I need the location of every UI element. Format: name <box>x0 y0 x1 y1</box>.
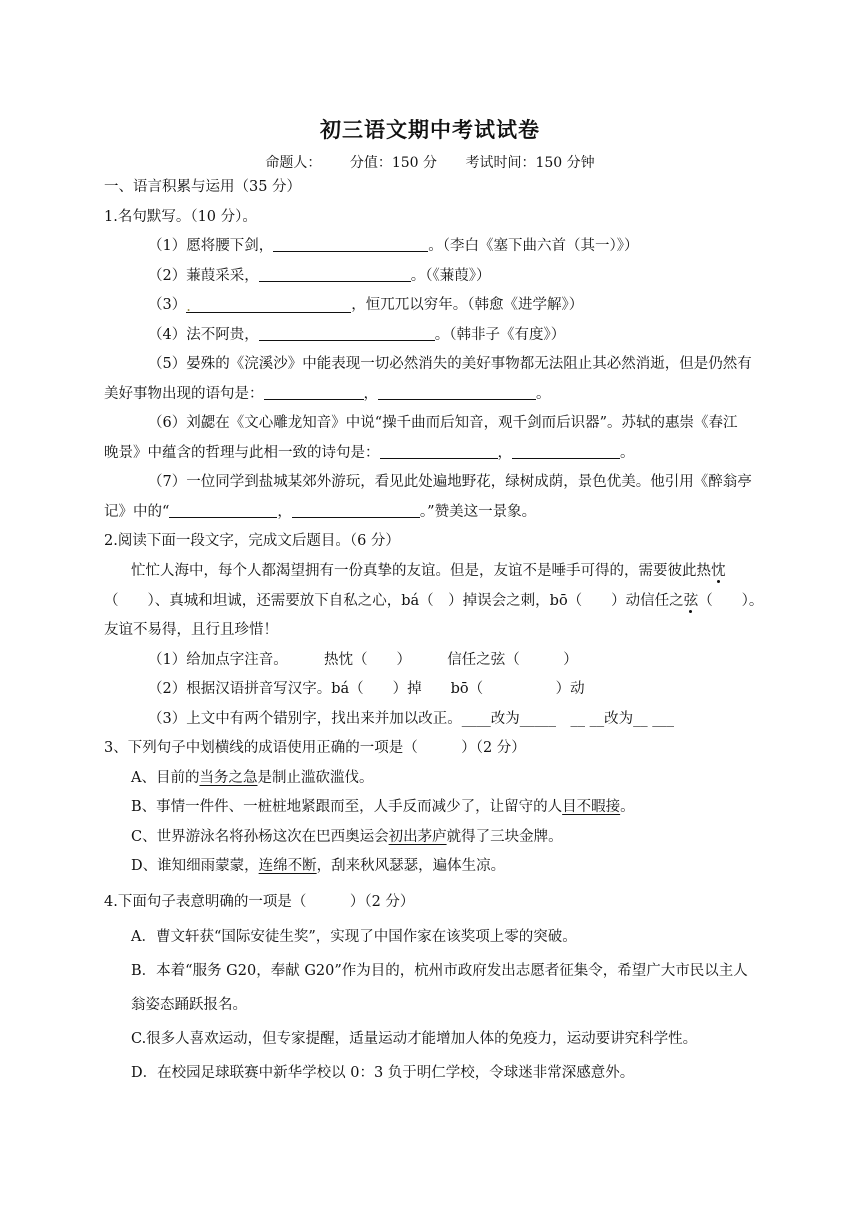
q1-item-2-suffix: 。（《蒹葭》） <box>410 268 491 284</box>
underlined-idiom: 目不暇接 <box>562 799 621 815</box>
dotted-char: 弦 <box>683 593 699 609</box>
q1-item-3-prefix: （3） <box>148 297 187 313</box>
q1-item-4-suffix: 。（韩非子《有度》） <box>434 327 566 343</box>
q1-item-3 <box>148 295 583 315</box>
q1-item-5-line-1: （5）晏殊的《浣溪沙》中能表现一切必然消失的美好事物都无法阻止其必然消逝，但是仍然有 <box>148 356 752 372</box>
answer-blank[interactable] <box>264 384 364 400</box>
answer-blank[interactable] <box>259 266 411 282</box>
q1-item-3-suffix: ，恒兀兀以穷年。（韩愈《进学解》） <box>351 297 584 313</box>
q1-item-7-line-2: 记》中的“ ， 。”赞美这一景象。 <box>104 504 537 520</box>
question-2-heading: 2.阅读下面一段文字，完成文后题目。（6 分） <box>104 533 400 549</box>
exam-meta <box>0 152 860 172</box>
q2-sub-2: （2）根据汉语拼音写汉字。bá（ ）掉 bō（ ）动 <box>148 681 585 697</box>
q3-option-a[interactable]: A、目前的当务之急是制止滥砍滥伐。 <box>131 770 374 786</box>
underlined-idiom: 当务之急 <box>199 770 258 786</box>
q1-item-1 <box>148 236 638 256</box>
q3-option-c[interactable]: C、世界游泳名将孙杨这次在巴西奥运会初出茅庐就得了三块金牌。 <box>131 829 563 845</box>
q1-item-1-prefix: （1）愿将腰下剑， <box>148 238 274 254</box>
answer-blank[interactable] <box>273 236 428 252</box>
answer-blank[interactable] <box>292 502 420 518</box>
q4-option-b-line-1[interactable]: B．本着“服务 G20，奉献 G20”作为目的，杭州市政府发出志愿者征集令，希望广大市民以主人 <box>131 963 748 979</box>
q4-option-b-line-2: 翁姿态踊跃报名。 <box>131 997 247 1013</box>
answer-blank[interactable] <box>380 443 498 459</box>
dotted-char: 忱 <box>711 563 726 579</box>
q4-option-a[interactable]: A．曹文轩获“国际安徒生奖”，实现了中国作家在该奖项上零的突破。 <box>131 929 577 945</box>
q1-item-2-prefix: （2）蒹葭采采， <box>148 268 259 284</box>
answer-blank[interactable] <box>259 325 435 341</box>
question-4-heading: 4.下面句子表意明确的一项是（ ）（2 分） <box>104 894 415 910</box>
underlined-idiom: 连绵不断 <box>258 858 317 874</box>
score-label: 分值：150 分 <box>349 155 437 171</box>
author-label: 命题人： <box>265 155 322 171</box>
question-3-heading: 3、下列句子中划横线的成语使用正确的一项是（ ）（2 分） <box>104 740 526 756</box>
section-heading: 一、语言积累与运用（35 分） <box>104 179 302 195</box>
answer-blank[interactable] <box>186 297 351 313</box>
exam-title: 初三语文期中考试试卷 <box>320 117 540 142</box>
q1-item-5-line-2: 美好事物出现的语句是： ， 。 <box>104 386 551 402</box>
q1-item-6-line-2: 晚景》中蕴含的哲理与此相一致的诗句是： ， 。 <box>104 445 635 461</box>
q3-option-b[interactable]: B、事情一件件、一桩桩地紧跟而至，人手反而减少了，让留守的人目不暇接。 <box>131 799 635 815</box>
q2-passage-line-3: 友谊不易得，且行且珍惜！ <box>104 622 278 638</box>
answer-blank[interactable] <box>169 502 277 518</box>
q4-option-d[interactable]: D．在校园足球联赛中新华学校以 0：3 负于明仁学校，令球迷非常深感意外。 <box>131 1065 635 1081</box>
underlined-idiom: 初出茅庐 <box>388 829 447 845</box>
stray-mark: . <box>186 299 191 315</box>
q2-passage-line-1: 忙忙人海中，每个人都渴望拥有一份真挚的友谊。但是，友谊不是唾手可得的，需要彼此热忱 <box>131 563 726 579</box>
q1-item-1-suffix: 。（李白《塞下曲六首（其一）》） <box>428 238 639 254</box>
q1-item-4-prefix: （4）法不阿贵， <box>148 327 259 343</box>
q1-item-2 <box>148 266 490 286</box>
answer-blank[interactable] <box>512 443 620 459</box>
q2-sub-3: （3）上文中有两个错别字，找出来并加以改正。____改为_____ __ __改为__ ___ <box>148 711 674 727</box>
question-1-heading: 1.名句默写。（10 分）。 <box>104 209 257 225</box>
q2-sub-1: （1）给加点字注音。 热忱（ ） 信任之弦（ ） <box>148 652 578 668</box>
q1-item-6-line-1: （6）刘勰在《文心雕龙知音》中说“操千曲而后知音，观千剑而后识器”。苏轼的惠崇《春江 <box>148 415 738 431</box>
time-label: 考试时间：150 分钟 <box>465 155 595 171</box>
q2-passage-line-2: （ ）、真城和坦诚，还需要放下自私之心，bá（ ）掉误会之刺，bō（ ）动信任之弦（ ）。 <box>104 593 764 609</box>
answer-blank[interactable] <box>378 384 536 400</box>
q1-item-4 <box>148 325 565 345</box>
q1-item-7-line-1: （7）一位同学到盐城某郊外游玩，看见此处遍地野花，绿树成荫，景色优美。他引用《醉翁亭 <box>148 474 752 490</box>
q3-option-d[interactable]: D、谁知细雨蒙蒙，连绵不断，刮来秋风瑟瑟，遍体生凉。 <box>131 858 506 874</box>
q4-option-c[interactable]: C.很多人喜欢运动，但专家提醒，适量运动才能增加人体的免疫力，运动要讲究科学性。 <box>131 1031 698 1047</box>
